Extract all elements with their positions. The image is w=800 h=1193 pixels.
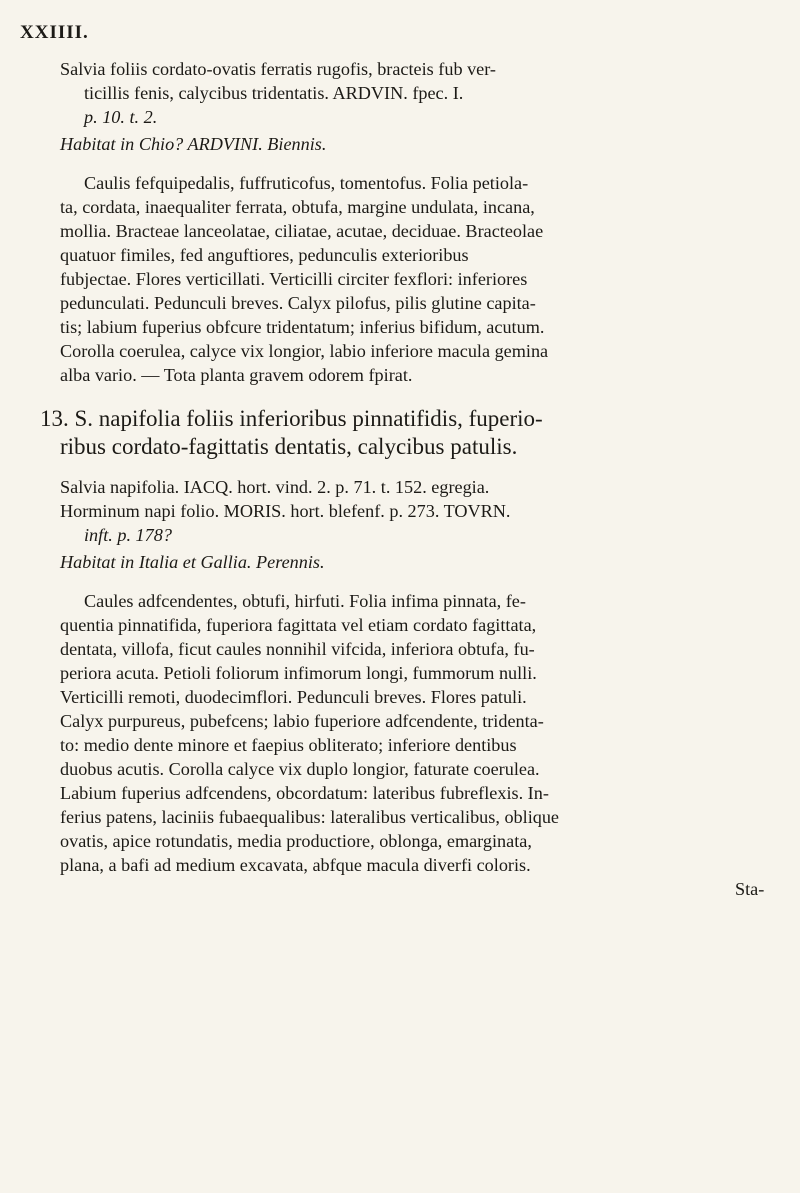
text-line: dentata, villofa, ficut caules nonnihil vifcida, inferiora obtufa, fu- [60,639,535,659]
text-line: Verticilli remoti, duodecimflori. Pedunculi breves. Flores patuli. [60,687,527,707]
text-line: ovatis, apice rotundatis, media productiore, oblonga, emarginata, [60,831,532,851]
text-line: quatuor fimiles, fed anguftiores, pedunculis exterioribus [60,245,469,265]
text-line: inft. p. 178? [84,525,172,545]
text-line: ta, cordata, inaequaliter ferrata, obtufa, margine undulata, incana, [60,197,535,217]
text-line: Corolla coerulea, calyce vix longior, labio inferiore macula gemina [60,341,549,361]
text-line: ferius patens, laciniis fubaequalibus: lateralibus verticalibus, oblique [60,807,560,827]
text-line: Calyx purpureus, pubefcens; labio fuperiore adfcendente, tridenta- [60,711,544,731]
text-line: p. 10. t. 2. [84,107,158,127]
species-heading: ribus cordato-fagittatis dentatis, calycibus patulis. [60,434,518,459]
text-line: alba vario. — Tota planta gravem odorem fpirat. [60,365,413,385]
text-line: ticillis fenis, calycibus tridentatis. ARDVIN. fpec. I. [84,83,464,103]
text-line: Salvia napifolia. IACQ. hort. vind. 2. p. 71. t. 152. egregia. [60,477,490,497]
species-heading: 13. S. napifolia foliis inferioribus pinnatifidis, fuperio- [40,406,543,431]
text-line: plana, a bafi ad medium excavata, abfque macula diverfi coloris. [60,855,531,875]
text-line: Labium fuperius adfcendens, obcordatum: lateribus fubreflexis. In- [60,783,549,803]
habitat-line: Habitat in Chio? ARDVINI. Biennis. [60,134,327,154]
catchword: Sta- [735,879,765,899]
text-line: fubjectae. Flores verticillati. Verticilli circiter fexflori: inferiores [60,269,528,289]
text-line: tis; labium fuperius obfcure tridentatum; inferius bifidum, acutum. [60,317,545,337]
text-line: quentia pinnatifida, fuperiora fagittata vel etiam cordato fagittata, [60,615,537,635]
text-line: duobus acutis. Corolla calyce vix duplo longior, faturate coerulea. [60,759,540,779]
text-line: Horminum napi folio. MORIS. hort. blefenf. p. 273. TOVRN. [60,501,511,521]
text-line: periora acuta. Petioli foliorum infimorum longi, fummorum nulli. [60,663,537,683]
text-line: mollia. Bracteae lanceolatae, ciliatae, acutae, deciduae. Bracteolae [60,221,544,241]
text-line: Caulis fefquipedalis, fuffruticofus, tomentofus. Folia petiola- [84,173,529,193]
page-number: XXIIII. [20,22,89,43]
text-line: Salvia foliis cordato-ovatis ferratis rugofis, bracteis fub ver- [60,59,496,79]
habitat-line: Habitat in Italia et Gallia. Perennis. [60,552,325,572]
text-line: to: medio dente minore et faepius obliterato; inferiore dentibus [60,735,517,755]
text-line: Caules adfcendentes, obtufi, hirfuti. Folia infima pinnata, fe- [84,591,526,611]
text-line: pedunculati. Pedunculi breves. Calyx pilofus, pilis glutine capita- [60,293,536,313]
